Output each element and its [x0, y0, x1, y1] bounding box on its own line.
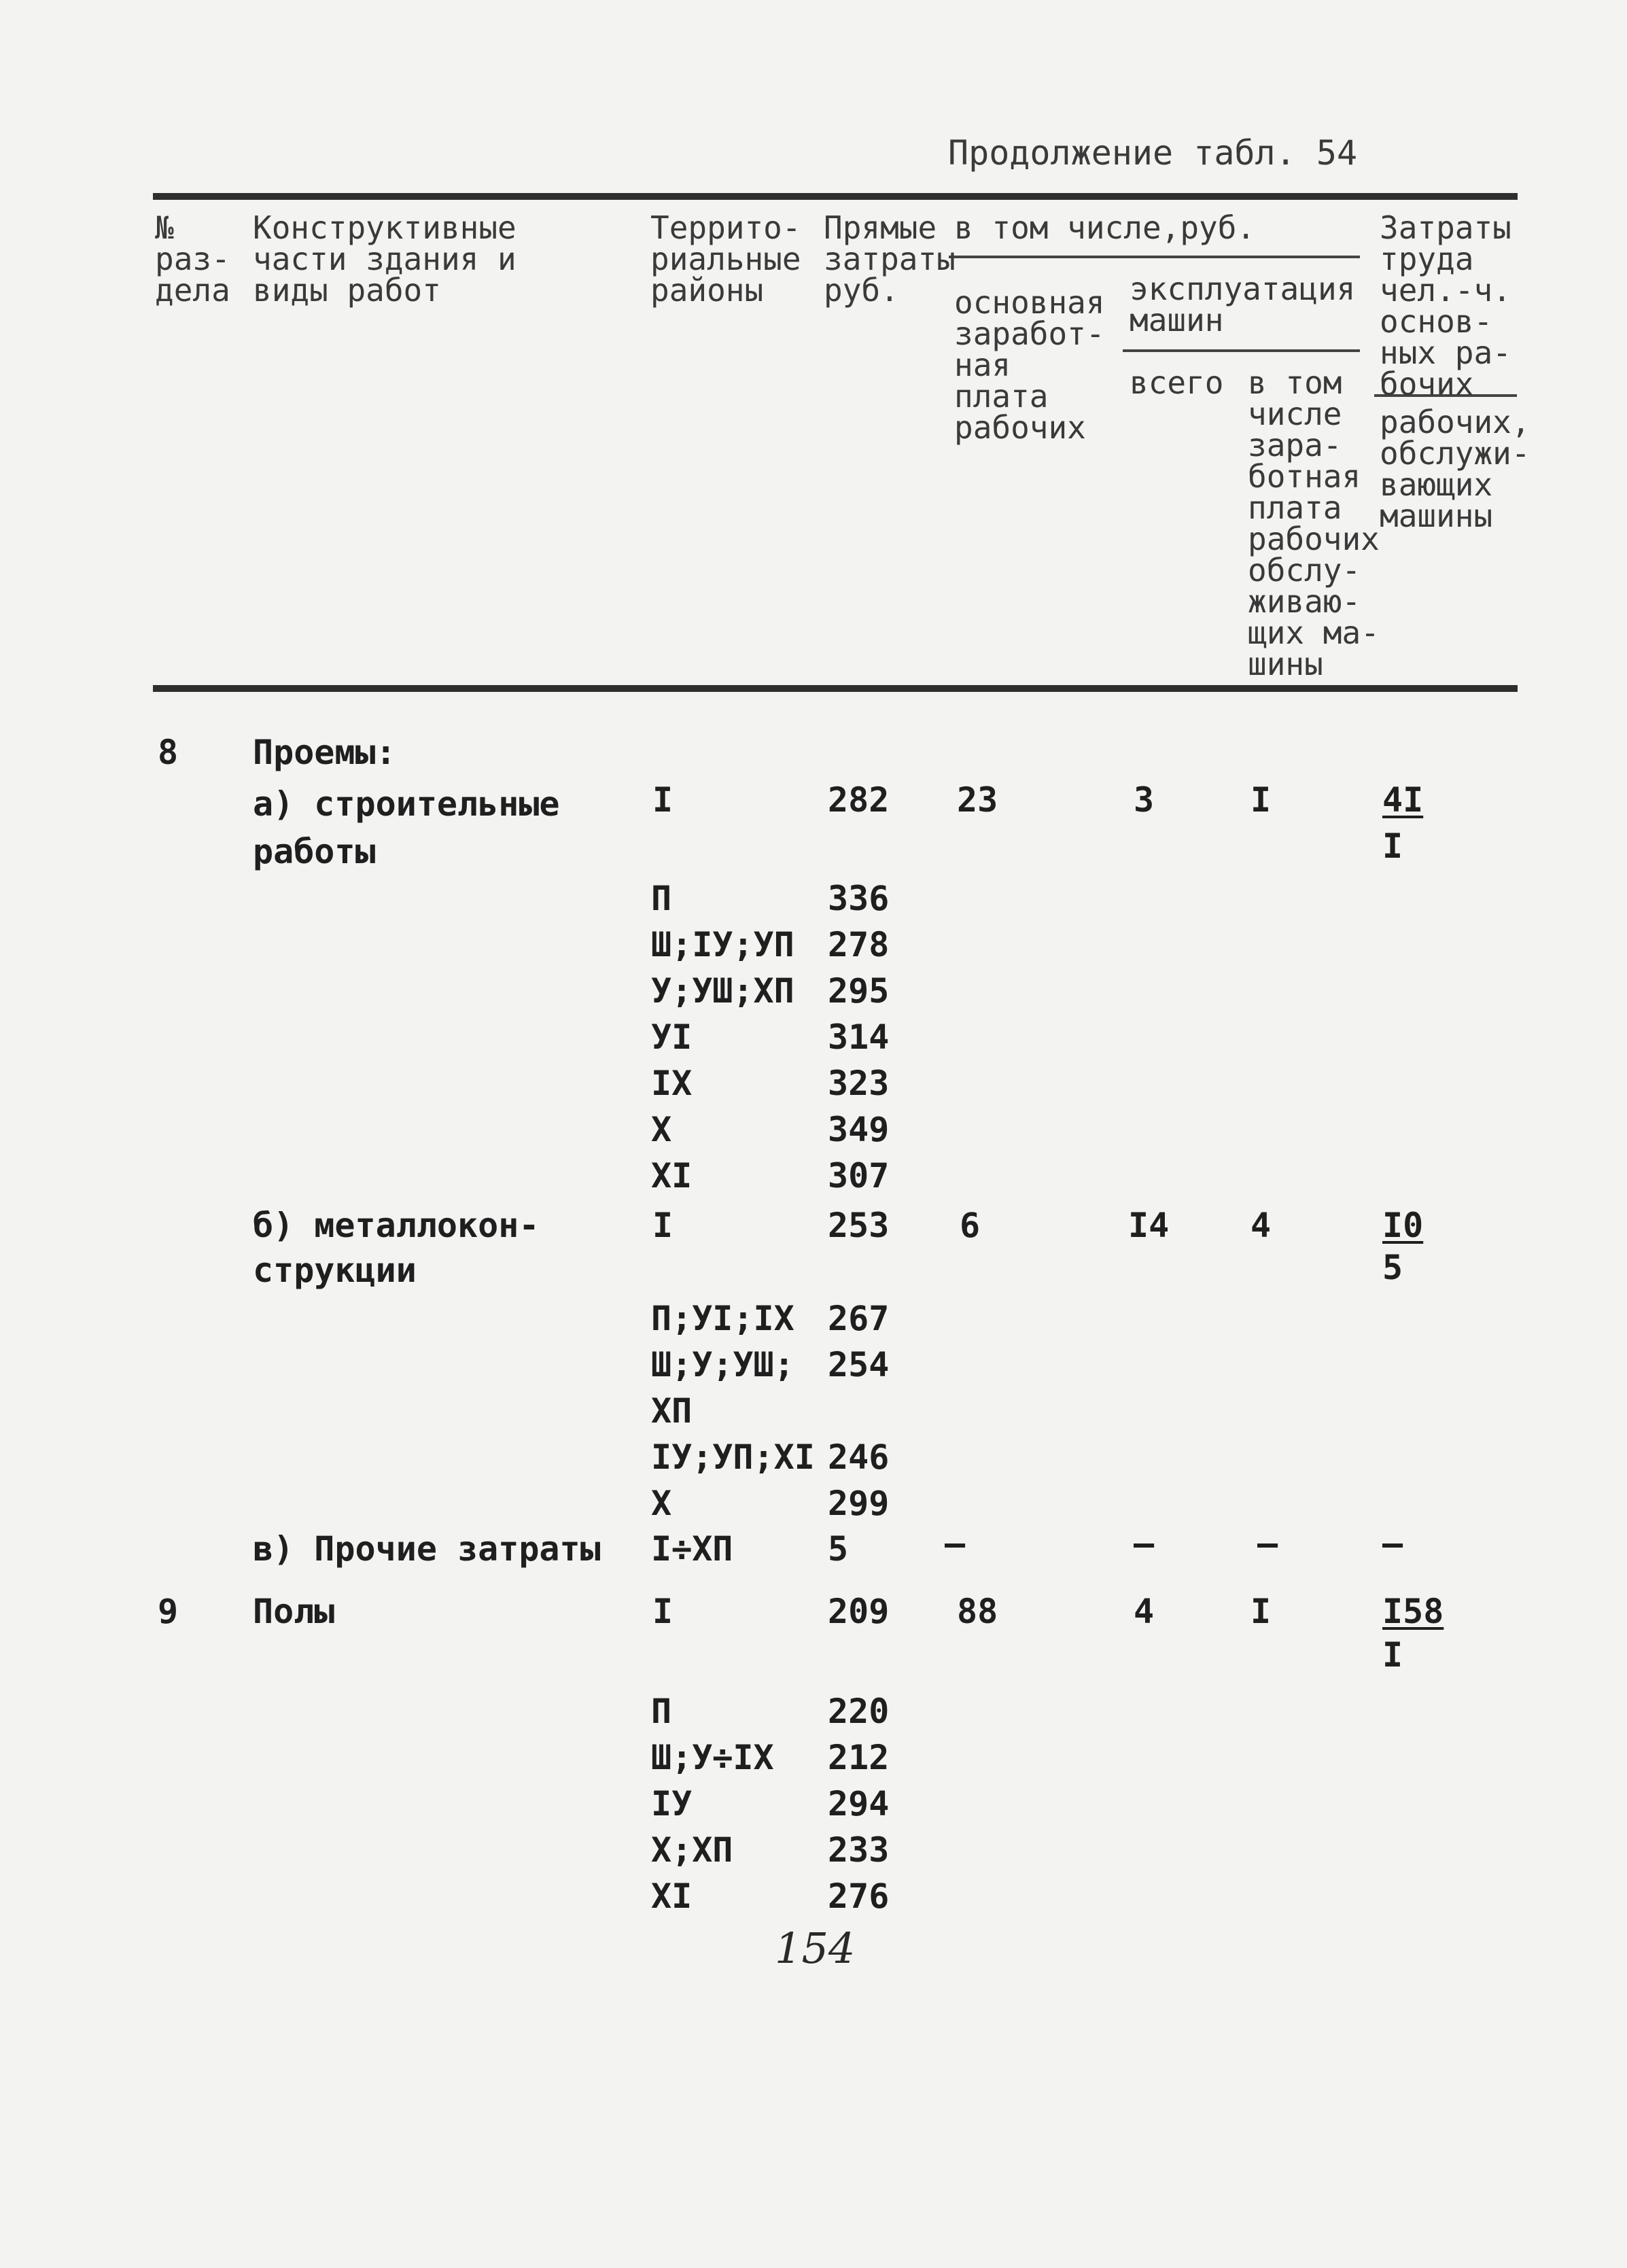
section-8c-region: I÷ХП [651, 1529, 733, 1569]
header-construction-parts: Конструктивные части здания и виды работ [253, 209, 517, 309]
table-row: XI 307 [651, 1156, 890, 1196]
section-8-title: Проемы: [253, 733, 396, 772]
section-8c-wages: — [945, 1524, 966, 1563]
section-8c-machine-wages: — [1257, 1524, 1278, 1563]
table-row: ХП [651, 1391, 693, 1431]
table-row: УI 314 [651, 1017, 890, 1057]
header-direct-costs: Прямые затраты руб. [824, 209, 956, 309]
section-8c-direct: 5 [828, 1529, 849, 1569]
section-8b-direct: 253 [828, 1206, 890, 1245]
header-wages: основная заработ- ная плата рабочих [954, 284, 1105, 446]
section-9-direct: 209 [828, 1592, 890, 1631]
header-section-number: № раз- дела [155, 209, 230, 309]
section-9-title: Полы [253, 1592, 335, 1631]
header-top-rule [153, 193, 1518, 200]
table-row: IУ 294 [651, 1784, 890, 1824]
section-8a-machines: 3 [1134, 780, 1155, 820]
table-row: X 299 [651, 1484, 890, 1523]
section-8b-labor-bottom: 5 [1382, 1248, 1403, 1287]
table-row: IX 323 [651, 1064, 890, 1103]
table-row: П 336 [651, 879, 890, 918]
section-8a-direct: 282 [828, 780, 890, 820]
header-including: в том числе,руб. [954, 209, 1256, 246]
header-machines-total: всего [1130, 364, 1224, 401]
page-number: 154 [775, 1923, 856, 1973]
table-row: П;УI;IX 267 [651, 1299, 890, 1338]
table-row: Ш;У÷IX 212 [651, 1738, 890, 1777]
section-8b-extra-rows [651, 1295, 889, 1526]
table-row: XI 276 [651, 1877, 890, 1916]
section-9-region: I [652, 1592, 673, 1631]
section-9-machine-wages: I [1250, 1592, 1272, 1631]
section-8a-wages: 23 [957, 780, 998, 820]
section-8b-machines: I4 [1128, 1206, 1170, 1245]
section-8c-machines: — [1134, 1524, 1155, 1563]
header-bottom-rule [153, 685, 1518, 692]
incl-rule [949, 256, 1360, 258]
section-8b-machine-wages: 4 [1250, 1206, 1272, 1245]
section-8b-labor-top: I0 [1382, 1206, 1424, 1245]
section-9-number: 9 [158, 1592, 179, 1631]
machines-rule [1123, 349, 1360, 352]
table-row: Ш;IУ;УП 278 [651, 925, 890, 964]
section-8a-labor-top: 4I [1382, 780, 1424, 820]
table-row: X;ХП 233 [651, 1830, 890, 1870]
section-9-wages: 88 [957, 1592, 998, 1631]
section-9-labor-bottom: I [1382, 1635, 1403, 1675]
header-regions: Террито- риальные районы [650, 209, 801, 309]
section-8a-machine-wages: I [1250, 780, 1272, 820]
section-8a-label: а) строительные работы [253, 784, 560, 871]
section-9-machines: 4 [1134, 1592, 1155, 1631]
header-labor-costs: Затраты труда чел.-ч. основ- ных ра- бочих рабочих, обслужи- вающих машины [1380, 209, 1530, 534]
table-row: IУ;УП;XI 246 [651, 1437, 890, 1477]
section-8b-wages: 6 [960, 1206, 981, 1245]
section-8b-label: б) металлокон- струкции [253, 1206, 540, 1290]
table-row: У;УШ;ХП 295 [651, 971, 890, 1011]
table-row: П 220 [651, 1692, 890, 1731]
section-8a-extra-rows [651, 875, 889, 1199]
header-machines: эксплуатация машин [1130, 271, 1356, 338]
section-8b-region: I [652, 1206, 673, 1245]
header-machine-wages: в том числе зара- ботная плата рабочих обслу- живаю- щих ма- шины [1248, 364, 1380, 682]
section-9-extra-rows [651, 1688, 889, 1919]
section-8a-region: I [652, 780, 673, 820]
table-row: X 349 [651, 1110, 890, 1149]
table-row: Ш;У;УШ; 254 [651, 1345, 890, 1384]
section-9-labor-top: I58 [1382, 1592, 1444, 1631]
section-8-number: 8 [158, 733, 179, 772]
section-8c-label: в) Прочие затраты [253, 1529, 601, 1569]
section-8a-labor-bottom: I [1382, 826, 1403, 866]
table-caption: Продолжение табл. 54 [948, 133, 1358, 173]
section-8c-labor: — [1382, 1524, 1403, 1563]
